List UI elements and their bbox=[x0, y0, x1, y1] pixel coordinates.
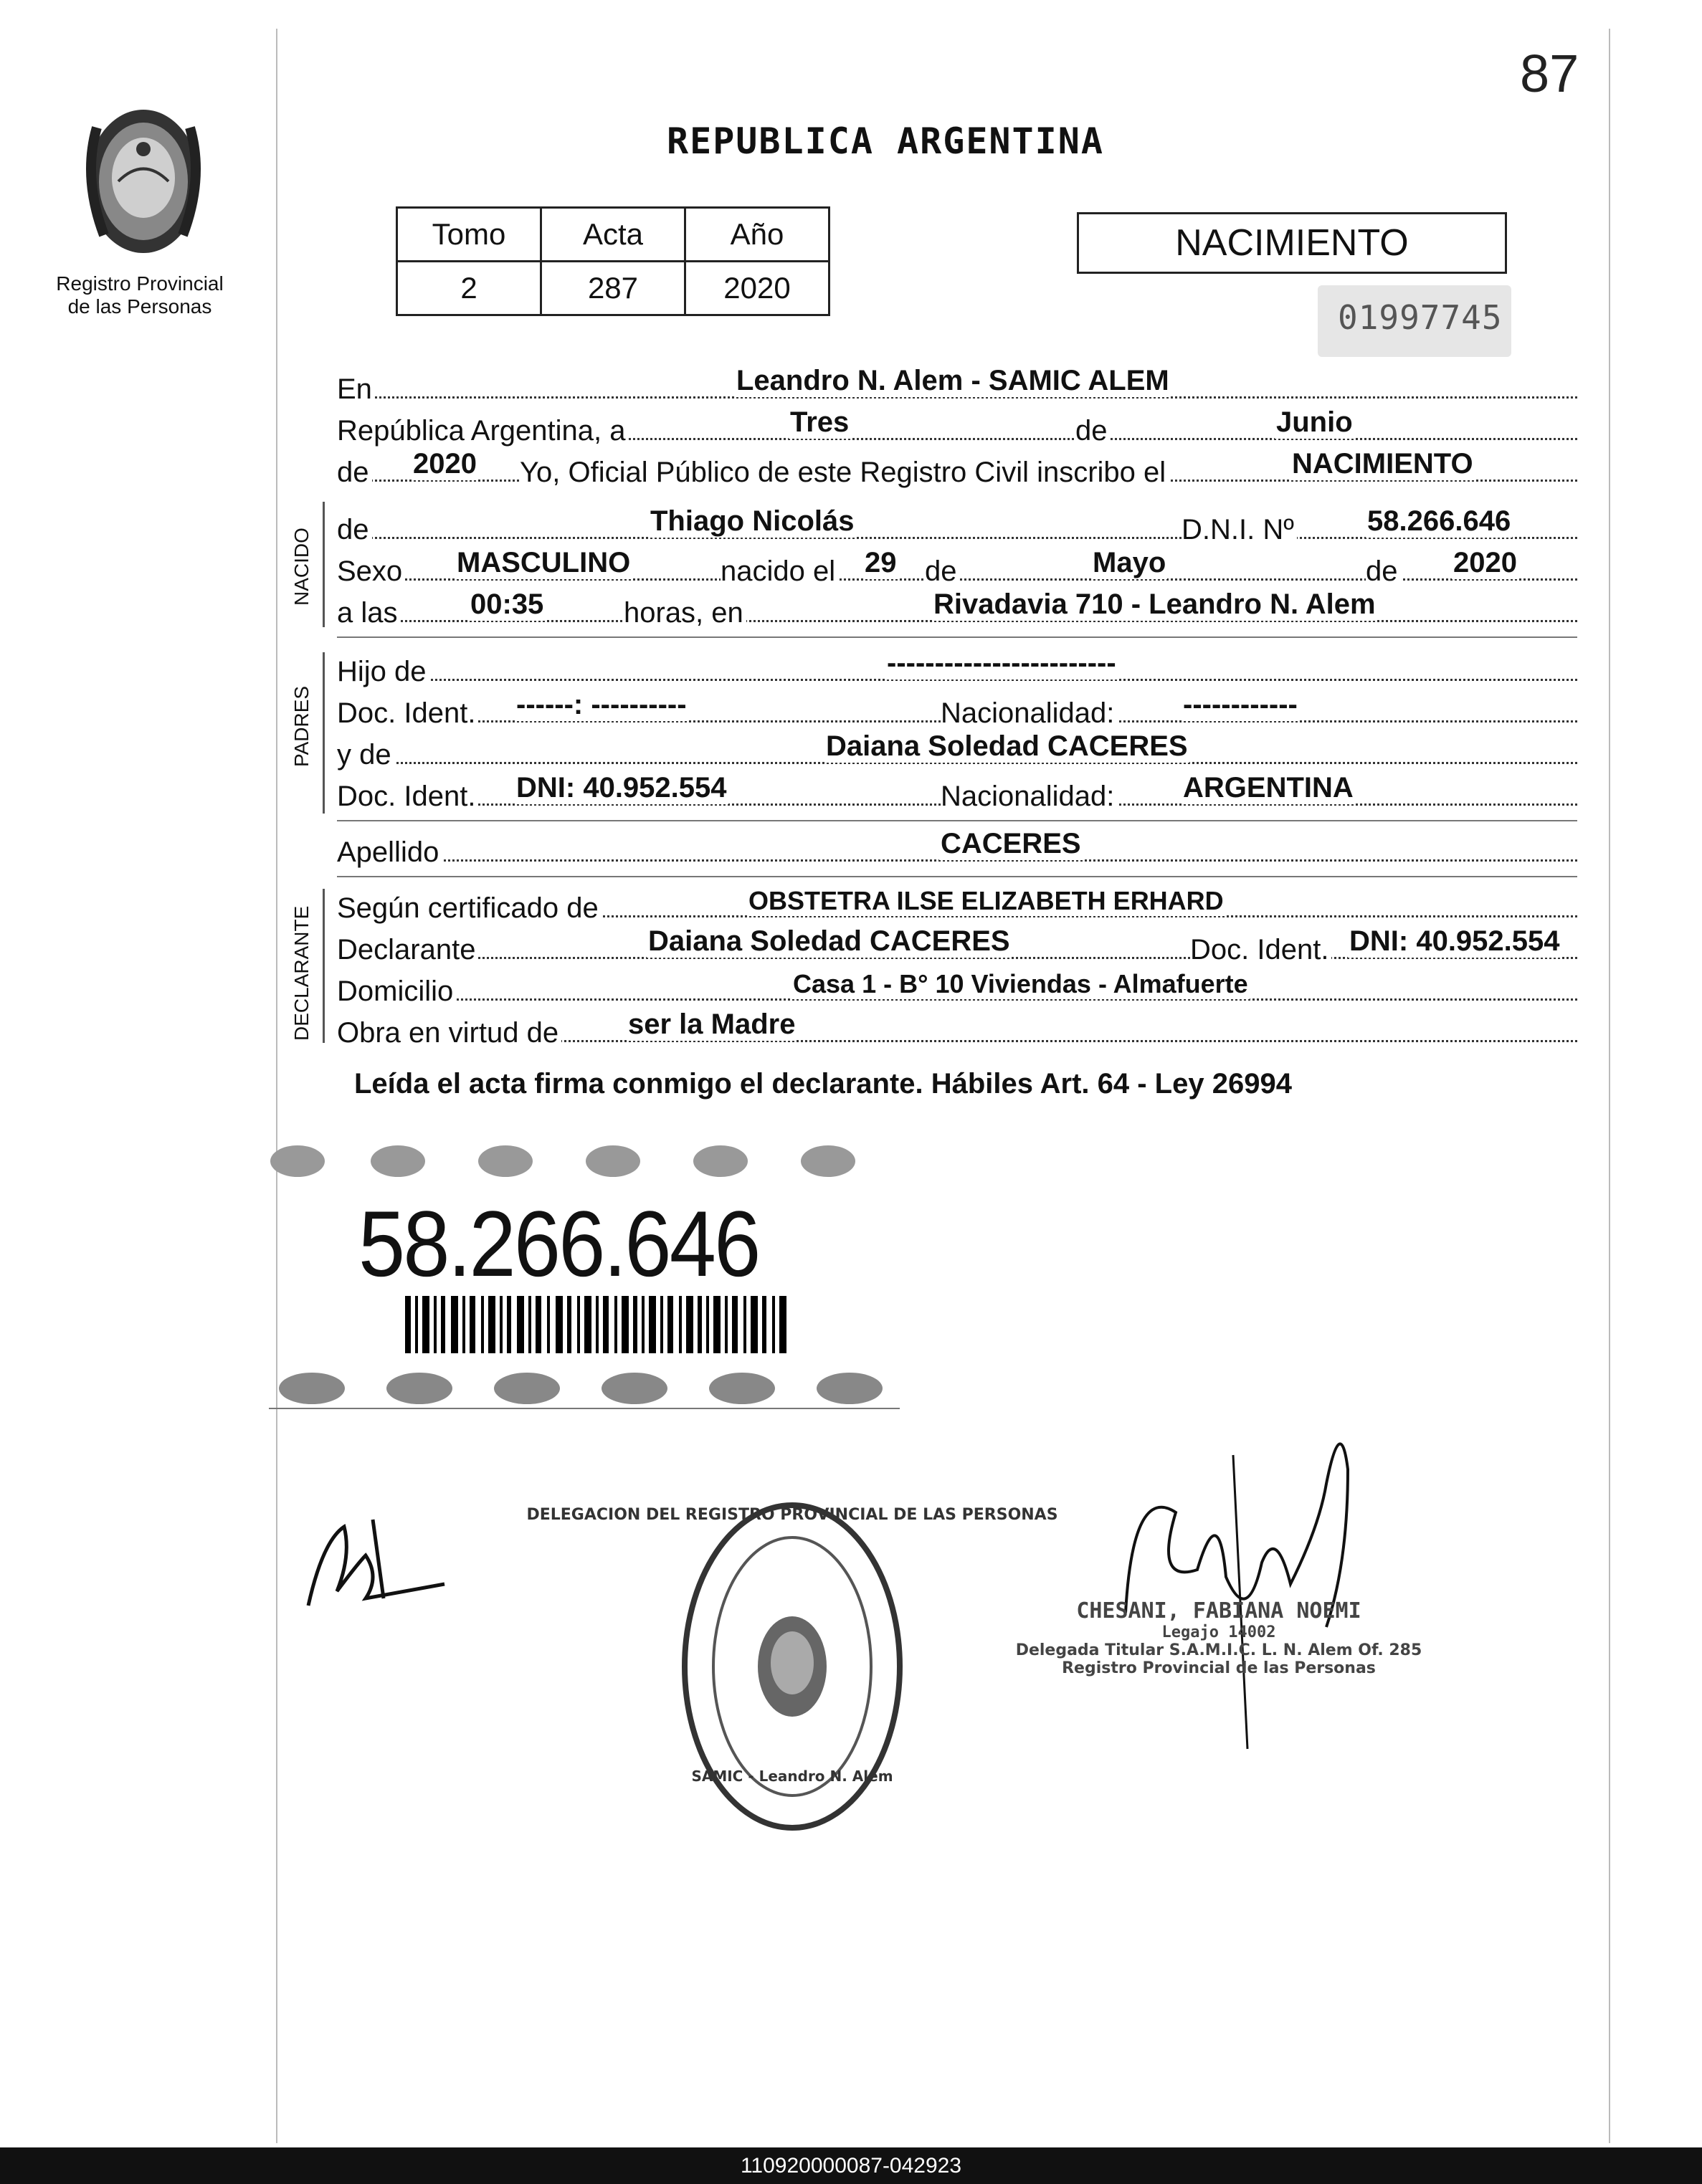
de-label-3: de bbox=[1366, 555, 1401, 588]
obra-value: ser la Madre bbox=[628, 1008, 796, 1040]
row-mother-doc bbox=[337, 772, 1577, 813]
republica-label: República Argentina, a bbox=[337, 415, 629, 447]
padres-bar bbox=[323, 652, 325, 814]
dni-label: D.N.I. Nº bbox=[1182, 514, 1297, 546]
declarante-doc: DNI: 40.952.554 bbox=[1349, 925, 1560, 957]
separator-nacido bbox=[337, 636, 1577, 638]
page-number: 87 bbox=[1520, 44, 1579, 103]
row-certificado bbox=[337, 886, 1577, 925]
nacido-bar bbox=[323, 502, 325, 627]
row-republica bbox=[337, 406, 1577, 447]
registry-seal bbox=[526, 1498, 1058, 1835]
serial-number: 01997745 bbox=[1338, 298, 1503, 337]
official-stamp bbox=[1004, 1598, 1434, 1677]
closing-statement: Leída el acta firma conmigo el declarante. Hábiles Art. 64 - Ley 26994 bbox=[354, 1068, 1292, 1100]
logo-caption: Registro Provincial de las Personas bbox=[56, 272, 224, 318]
row-nacido-name bbox=[337, 505, 1577, 546]
sexo-label: Sexo bbox=[337, 555, 405, 588]
official-signature bbox=[1111, 1398, 1369, 1756]
acta-value: 287 bbox=[541, 262, 685, 315]
seal-text: DELEGACION DEL REGISTRO PROVINCIAL DE LAS PERSONAS bbox=[526, 1506, 1058, 1524]
father-nat-label: Nacionalidad: bbox=[941, 697, 1117, 730]
page-title: REPUBLICA ARGENTINA bbox=[667, 120, 1104, 162]
row-obra bbox=[337, 1008, 1577, 1049]
row-father-doc bbox=[337, 689, 1577, 730]
birth-year: 2020 bbox=[1453, 547, 1517, 578]
father-nationality: ------------ bbox=[1183, 689, 1298, 720]
official-legajo: Legajo 14002 bbox=[1161, 1623, 1276, 1641]
left-margin-line bbox=[276, 29, 277, 2143]
apellido-label: Apellido bbox=[337, 836, 442, 869]
security-pattern-bottom bbox=[269, 1370, 900, 1406]
de-label-2: de bbox=[925, 555, 960, 588]
declarante-bar bbox=[323, 889, 325, 1043]
father-doc: ------: ---------- bbox=[516, 689, 687, 720]
row-hijo-de bbox=[337, 647, 1577, 688]
declarant-signature bbox=[294, 1498, 459, 1620]
official-name: CHESANI, FABIANA NOEMI bbox=[1076, 1598, 1361, 1623]
anio-header: Año bbox=[685, 208, 829, 262]
security-pattern-top bbox=[269, 1147, 900, 1190]
row-hora bbox=[337, 588, 1577, 629]
de-label: de bbox=[1075, 415, 1111, 447]
separator-apellido bbox=[337, 876, 1577, 877]
registry-table bbox=[396, 206, 830, 316]
padres-section-label: PADRES bbox=[290, 685, 313, 767]
tomo-value: 2 bbox=[397, 262, 541, 315]
record-type-box: NACIMIENTO bbox=[1077, 212, 1507, 274]
nacido-el-label: nacido el bbox=[721, 555, 838, 588]
declarante-doc-label: Doc. Ident. bbox=[1190, 934, 1331, 966]
nacido-section-label: NACIDO bbox=[290, 528, 313, 606]
birth-place: Rivadavia 710 - Leandro N. Alem bbox=[933, 588, 1376, 620]
birth-day: 29 bbox=[865, 547, 897, 578]
row-apellido bbox=[337, 828, 1577, 869]
mother-name: Daiana Soledad CACERES bbox=[826, 730, 1188, 762]
year-value: 2020 bbox=[413, 448, 477, 480]
obra-label: Obra en virtud de bbox=[337, 1017, 561, 1049]
province-seal-logo bbox=[68, 99, 219, 264]
right-margin-line bbox=[1609, 29, 1610, 2143]
separator-padres bbox=[337, 820, 1577, 821]
father-name: ------------------------ bbox=[887, 647, 1116, 679]
birth-month: Mayo bbox=[1093, 547, 1166, 578]
horas-label: horas, en bbox=[624, 597, 746, 629]
tomo-header: Tomo bbox=[397, 208, 541, 262]
hijo-de-label: Hijo de bbox=[337, 656, 429, 688]
sticker-bottom-border bbox=[269, 1408, 900, 1409]
month-value: Junio bbox=[1276, 406, 1353, 438]
de2-label: de bbox=[337, 457, 372, 489]
certificado-value: OBSTETRA ILSE ELIZABETH ERHARD bbox=[748, 886, 1224, 915]
domicilio-label: Domicilio bbox=[337, 976, 456, 1008]
inscribe-value: NACIMIENTO bbox=[1292, 448, 1473, 480]
declarante-label: Declarante bbox=[337, 934, 478, 966]
day-value: Tres bbox=[790, 406, 850, 438]
y-de-label: y de bbox=[337, 739, 394, 771]
row-sexo bbox=[337, 547, 1577, 588]
a-las-label: a las bbox=[337, 597, 401, 629]
father-doc-label: Doc. Ident. bbox=[337, 697, 478, 730]
sticker-number: 58.266.646 bbox=[358, 1191, 759, 1296]
row-declarante bbox=[337, 925, 1577, 966]
declarante-name: Daiana Soledad CACERES bbox=[648, 925, 1010, 957]
birth-time: 00:35 bbox=[470, 588, 544, 620]
row-en bbox=[337, 365, 1577, 406]
row-year bbox=[337, 448, 1577, 489]
acta-header: Acta bbox=[541, 208, 685, 262]
nacido-de-label: de bbox=[337, 514, 372, 546]
sexo-value: MASCULINO bbox=[457, 547, 631, 578]
mother-nationality: ARGENTINA bbox=[1183, 772, 1354, 803]
en-value: Leandro N. Alem - SAMIC ALEM bbox=[736, 365, 1169, 396]
official-registry: Registro Provincial de las Personas bbox=[1062, 1659, 1376, 1677]
child-name: Thiago Nicolás bbox=[650, 505, 855, 537]
mother-doc: DNI: 40.952.554 bbox=[516, 772, 727, 803]
footer-code: 110920000087-042923 bbox=[0, 2147, 1702, 2184]
certificado-label: Según certificado de bbox=[337, 892, 602, 925]
row-y-de bbox=[337, 730, 1577, 771]
barcode bbox=[405, 1296, 792, 1353]
domicilio-value: Casa 1 - B° 10 Viviendas - Almafuerte bbox=[793, 969, 1248, 998]
mother-doc-label: Doc. Ident. bbox=[337, 781, 478, 813]
declarante-section-label: DECLARANTE bbox=[290, 905, 313, 1041]
yo-text: Yo, Oficial Público de este Registro Civil inscribo el bbox=[520, 457, 1169, 489]
official-role: Delegada Titular S.A.M.I.C. L. N. Alem Of. 285 bbox=[1015, 1641, 1422, 1659]
anio-value: 2020 bbox=[685, 262, 829, 315]
apellido-value: CACERES bbox=[941, 828, 1081, 859]
row-domicilio bbox=[337, 969, 1577, 1008]
en-label: En bbox=[337, 373, 375, 406]
child-dni: 58.266.646 bbox=[1367, 505, 1511, 537]
seal-inner-text: SAMIC - Leandro N. Alem bbox=[691, 1768, 893, 1785]
mother-nat-label: Nacionalidad: bbox=[941, 781, 1117, 813]
